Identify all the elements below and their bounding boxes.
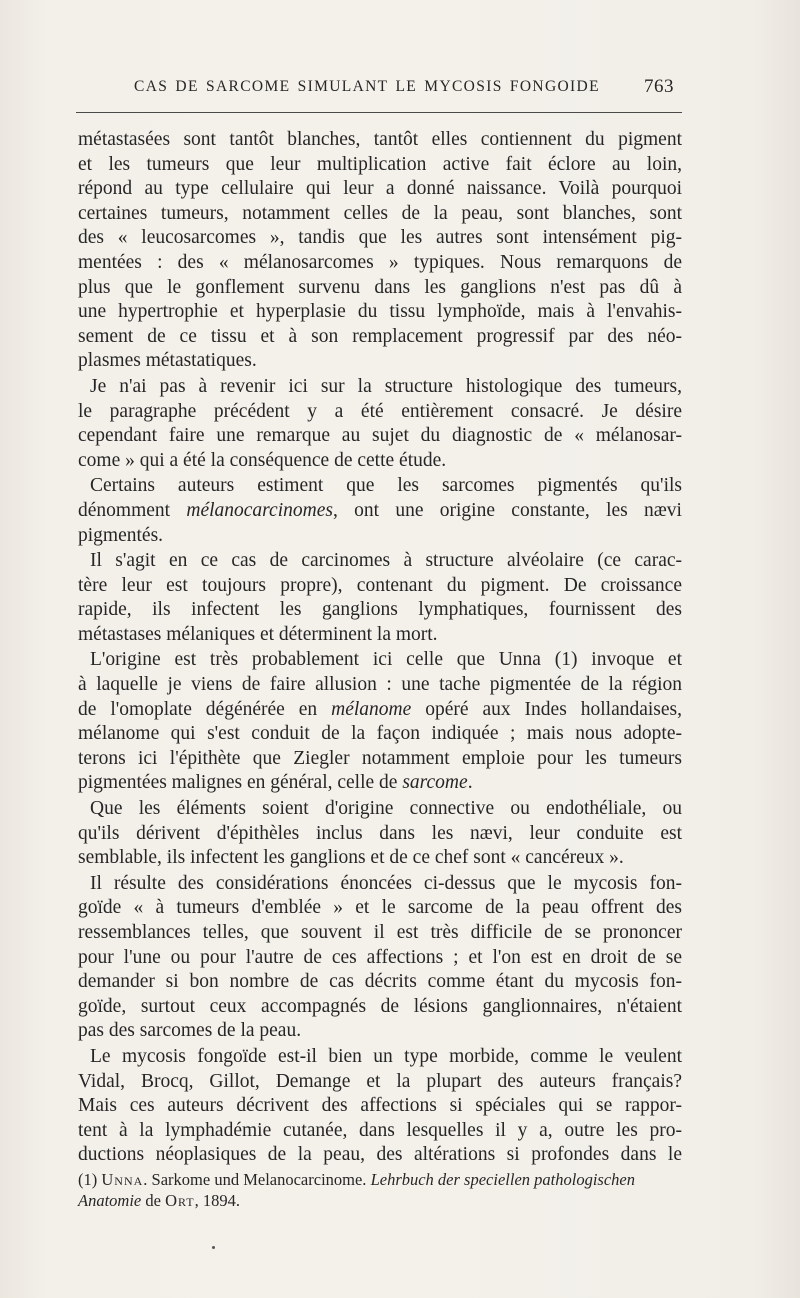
header-rule — [76, 112, 682, 113]
text-line: rapide, ils infectent les ganglions lymphatiques, fournissent des — [78, 599, 682, 621]
text-line: pas des sarcomes de la peau. — [78, 1020, 302, 1042]
footnote-line — [78, 1191, 682, 1212]
running-title: CAS DE SARCOME SIMULANT LE MYCOSIS FONGOIDE — [134, 78, 600, 95]
text-line: répond au type cellulaire qui leur a donné naissance. Voilà pourquoi — [78, 178, 682, 200]
text-line: Mais ces auteurs décrivent des affections si spéciales qui se rappor- — [78, 1095, 682, 1117]
text-line: certaines tumeurs, notamment celles de la peau, sont blanches, sont — [78, 202, 682, 224]
text-line: Je n'ai pas à revenir ici sur la structure histologique des tumeurs, — [90, 375, 682, 397]
text-line: terons ici l'épithète que Ziegler notamment emploie pour les tumeurs — [78, 747, 682, 769]
text-line: sement de ce tissu et à son remplacement progressif par des néo- — [78, 325, 682, 347]
text-line — [78, 698, 682, 723]
text-run: . — [467, 772, 473, 794]
text-line: tent à la lymphadémie cutanée, dans lesquelles il y a, outre les pro- — [78, 1119, 682, 1141]
footnote-editor: Ort — [165, 1190, 195, 1210]
footnote-line — [78, 1170, 682, 1191]
text-run: dénomment — [78, 499, 187, 521]
text-line: ductions néoplasiques de la peau, des altérations si profondes dans le — [78, 1144, 682, 1166]
text-line: pour l'une ou pour l'autre de ces affections ; et l'on est en droit de se — [78, 946, 682, 968]
italic-term: mélanome — [331, 698, 412, 720]
paragraph-5 — [78, 648, 682, 796]
text-run: , ont une origine constante, les nævi — [332, 499, 682, 521]
footnote-year: , 1894. — [194, 1190, 240, 1210]
running-head — [76, 78, 682, 100]
text-line: pigmentés. — [78, 524, 164, 546]
text-line: qu'ils dérivent d'épithèles inclus dans les nævi, leur conduite est — [78, 822, 682, 844]
text-line: cependant faire une remarque au sujet du diagnostic de « mélanosar- — [78, 425, 682, 447]
text-line: mentées : des « mélanosarcomes » typiques. Nous remarquons de — [78, 251, 682, 273]
text-line: semblable, ils infectent les ganglions et de ce chef sont « cancéreux ». — [78, 847, 624, 869]
text-run: pigmentées malignes en général, celle de — [78, 772, 403, 794]
text-line: goïde « à tumeurs d'emblée » et le sarcome de la peau offrent des — [78, 897, 682, 919]
text-line — [78, 499, 682, 524]
text-line: métastasées sont tantôt blanches, tantôt elles contiennent du pigment — [78, 129, 682, 150]
footnote-marker: (1) — [78, 1170, 102, 1189]
italic-term: mélanocarcinomes — [186, 499, 333, 521]
footnote — [78, 1170, 682, 1211]
body-text — [78, 128, 682, 1168]
text-line: à laquelle je viens de faire allusion : une tache pigmentée de la région — [78, 674, 682, 696]
footnote-text: . Sarkome und Melanocarcinome. — [143, 1170, 371, 1189]
footnote-title: Lehrbuch der speciellen pathologischen — [370, 1170, 635, 1189]
italic-term: sarcome — [402, 772, 468, 794]
paragraph-3 — [78, 474, 682, 548]
text-line: des « leucosarcomes », tandis que les autres sont intensément pig- — [78, 227, 682, 249]
paragraph-1 — [78, 128, 682, 374]
footnote-text: de — [141, 1190, 166, 1210]
text-line: Le mycosis fongoïde est-il bien un type morbide, comme le veulent — [90, 1045, 682, 1067]
text-line: une hypertrophie et hyperplasie du tissu lymphoïde, mais à l'envahis- — [78, 301, 682, 323]
paragraph-4 — [78, 549, 682, 647]
text-line: le paragraphe précédent y a été entièrement consacré. Je désire — [78, 400, 682, 422]
text-run: de l'omoplate dégénérée en — [78, 698, 332, 720]
text-line: Il résulte des considérations énoncées ci-dessus que le mycosis fon- — [90, 872, 682, 894]
text-line: métastases mélaniques et déterminent la mort. — [78, 623, 438, 645]
text-line: plus que le gonflement survenu dans les ganglions n'est pas dû à — [78, 276, 682, 298]
text-line: mélanome qui s'est conduit de la façon indiquée ; mais nous adopte- — [78, 723, 682, 745]
text-run: opéré aux Indes hollandaises, — [411, 698, 682, 720]
text-line: come » qui a été la conséquence de cette étude. — [78, 449, 447, 471]
text-line: plasmes métastatiques. — [78, 350, 257, 372]
text-line: demander si bon nombre de cas décrits comme étant du mycosis fon- — [78, 971, 682, 993]
footnote-title: Anatomie — [78, 1190, 142, 1210]
text-line: Certains auteurs estiment que les sarcomes pigmentés qu'ils — [90, 475, 682, 497]
text-line: Que les éléments soient d'origine connective ou endothéliale, ou — [90, 798, 682, 820]
text-line: L'origine est très probablement ici celle que Unna (1) invoque et — [90, 649, 682, 671]
text-line: Vidal, Brocq, Gillot, Demange et la plupart des auteurs français? — [78, 1070, 682, 1092]
footnote-author: Unna — [101, 1170, 144, 1189]
paragraph-8 — [78, 1045, 682, 1168]
page-number: 763 — [644, 76, 674, 97]
text-line: goïde, surtout ceux accompagnés de lésions ganglionnaires, n'étaient — [78, 995, 682, 1017]
text-line — [78, 771, 682, 796]
text-line: et les tumeurs que leur multiplication active fait éclore au loin, — [78, 153, 682, 175]
text-line: tère leur est toujours propre), contenant du pigment. De croissance — [78, 574, 682, 596]
text-line: ressemblances telles, que souvent il est très difficile de se prononcer — [78, 922, 682, 943]
paragraph-7 — [78, 872, 682, 1044]
paragraph-2 — [78, 375, 682, 473]
ink-dot — [212, 1246, 215, 1249]
paragraph-6 — [78, 797, 682, 871]
text-line: Il s'agit en ce cas de carcinomes à structure alvéolaire (ce carac- — [90, 550, 682, 572]
